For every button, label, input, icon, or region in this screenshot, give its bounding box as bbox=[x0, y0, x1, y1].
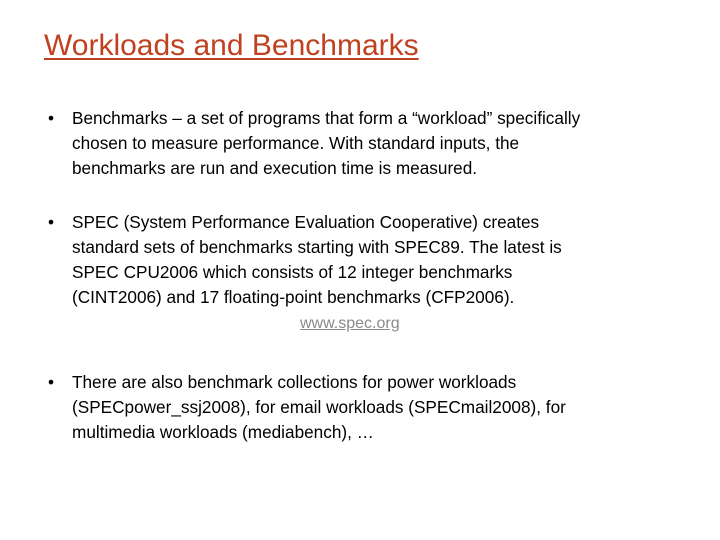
bullet-line: chosen to measure performance. With standard inputs, the bbox=[72, 133, 520, 153]
bullet-line: benchmarks are run and execution time is measured. bbox=[72, 158, 478, 178]
spec-website-link[interactable]: www.spec.org bbox=[300, 315, 400, 332]
bullet-line: multimedia workloads (mediabench), … bbox=[72, 422, 374, 442]
slide-title: Workloads and Benchmarks bbox=[44, 29, 419, 62]
bullet-line: (SPECpower_ssj2008), for email workloads (SPECmail2008), for bbox=[72, 397, 566, 417]
bullet-line: There are also benchmark collections for power workloads bbox=[72, 372, 517, 392]
bullet-text bbox=[72, 210, 562, 310]
bullet-line: SPEC CPU2006 which consists of 12 integer benchmarks bbox=[72, 262, 513, 282]
bullet-line: standard sets of benchmarks starting with SPEC89. The latest is bbox=[72, 237, 562, 257]
bullet-dot-icon: • bbox=[48, 108, 55, 128]
bullet-line: SPEC (System Performance Evaluation Cooperative) creates bbox=[72, 212, 540, 232]
bullet-dot-icon: • bbox=[48, 212, 55, 232]
bullet-line: Benchmarks – a set of programs that form a “workload” specifically bbox=[72, 108, 581, 128]
bullet-text bbox=[72, 370, 566, 445]
bullet-text bbox=[72, 106, 580, 181]
bullet-dot-icon: • bbox=[48, 372, 55, 392]
bullet-line: (CINT2006) and 17 floating-point benchmarks (CFP2006). bbox=[72, 287, 515, 307]
